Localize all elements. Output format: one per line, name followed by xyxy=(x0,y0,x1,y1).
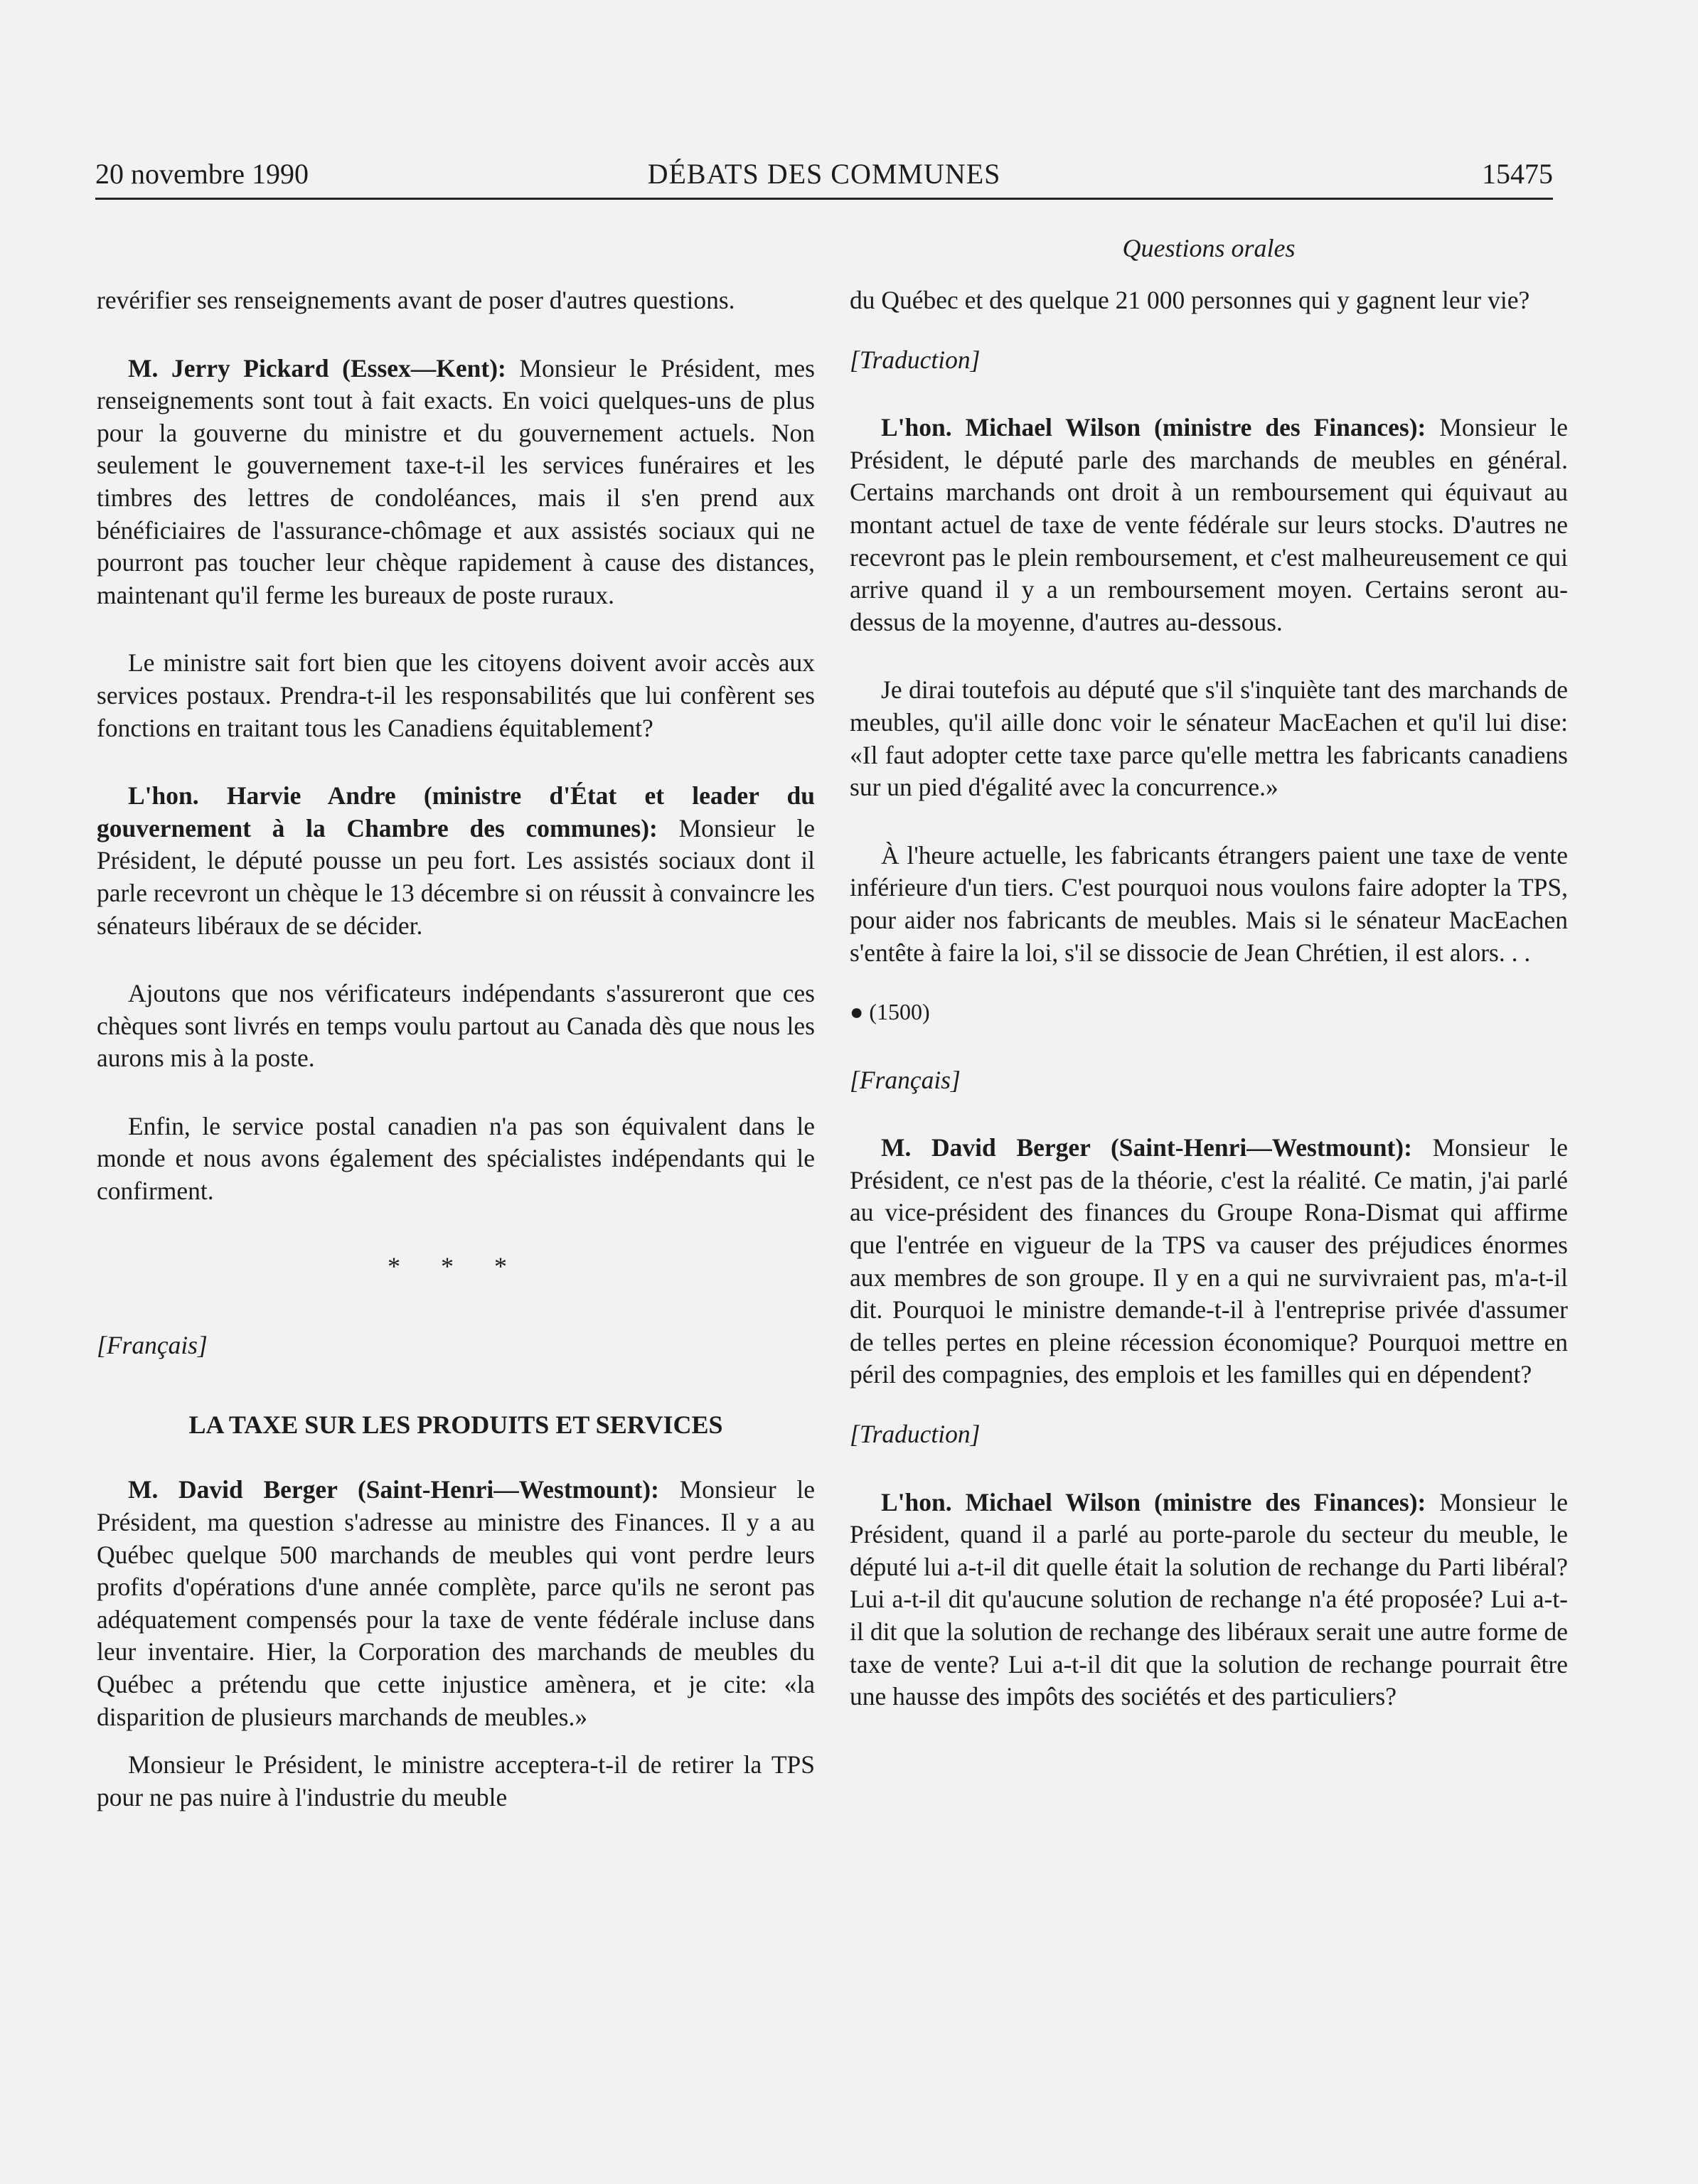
section-separator: * * * xyxy=(388,1251,524,1280)
header-page-number: 15475 xyxy=(1482,158,1553,190)
paragraph xyxy=(97,780,815,942)
paragraph xyxy=(97,1474,815,1733)
speaker-name: L'hon. Michael Wilson (ministre des Finances): xyxy=(881,1487,1426,1516)
paragraph: Enfin, le service postal canadien n'a pas son équivalent dans le monde et nous avons également des spécialistes indépendants qui le confirment. xyxy=(97,1111,815,1206)
language-tag: [Français] xyxy=(850,1065,961,1094)
paragraph: Le ministre sait fort bien que les citoyens doivent avoir accès aux services postaux. Prendra-t-il les responsabilités que lui confèrent ses fonctions en traitant tous les Canadiens équitablement? xyxy=(97,648,815,742)
left-column xyxy=(97,284,815,1814)
paragraph: revérifier ses renseignements avant de poser d'autres questions. xyxy=(97,286,735,314)
speaker-name: M. Jerry Pickard (Essex—Kent): xyxy=(128,353,506,382)
paragraph xyxy=(97,353,815,612)
time-mark: ● (1500) xyxy=(850,999,930,1025)
speaker-name: L'hon. Harvie Andre (ministre d'État et leader du gouvernement à la Chambre des communes): xyxy=(97,781,815,842)
speech-text: Monsieur le Président, ce n'est pas de la théorie, c'est la réalité. Ce matin, j'ai parlé au vice-président des finances du Groupe Rona-Dismat qui affirme que l'entrée en vigueur de la TPS va causer des préjudices énormes aux membres de son groupe. Il y en a qui ne survivraient pas, m'a-t-il dit. Pourquoi le ministre demande-t-il à l'entreprise privée d'assumer de telles pertes en pleine récession économique? Pourquoi mettre en péril des compagnies, des emplois et les familles qui en dépendent? xyxy=(850,1133,1568,1389)
speaker-name: L'hon. Michael Wilson (ministre des Finances): xyxy=(881,413,1426,442)
paragraph: Je dirai toutefois au député que s'il s'inquiète tant des marchands de meubles, qu'il aille donc voir le sénateur MacEachen et qu'il lui dise: «Il faut adopter cette taxe parce qu'elle mettra les fabricants canadiens sur un pied d'égalité avec la concurrence.» xyxy=(850,675,1568,802)
speech-text: Monsieur le Président, quand il a parlé au porte-parole du secteur du meuble, le député lui a-t-il dit quelle était la solution de rechange du Parti libéral? Lui a-t-il dit qu'aucune solution de rechange n'a été proposée? Lui a-t-il dit que la solution de rechange des libéraux serait une autre forme de taxe de vente? Lui a-t-il dit que la solution de rechange pourrait être une hausse des impôts des sociétés et des particuliers? xyxy=(850,1487,1568,1711)
paragraph: À l'heure actuelle, les fabricants étrangers paient une taxe de vente inférieure d'un tiers. C'est pourquoi nous voulons faire adopter la TPS, pour aider nos fabricants de meubles. Mais si le sénateur MacEachen s'entête à faire la loi, s'il se dissocie de Jean Chrétien, il est alors. . . xyxy=(850,840,1568,967)
paragraph: Monsieur le Président, le ministre acceptera-t-il de retirer la TPS pour ne pas nuire à l'industrie du meuble xyxy=(97,1750,815,1811)
speech-text: Monsieur le Président, mes renseignements sont tout à fait exacts. En voici quelques-uns de plus pour la gouverne du ministre et du gouvernement actuels. Non seulement le gouvernement taxe-t-il les services funéraires et les timbres des lettres de condoléances, mais il s'en prend aux bénéficiaires de l'assurance-chômage et aux assistés sociaux qui ne pourront pas toucher leur chèque rapidement à cause des distances, maintenant qu'il ferme les bureaux de poste ruraux. xyxy=(97,353,815,609)
paragraph xyxy=(850,1487,1568,1713)
speaker-name: M. David Berger (Saint-Henri—Westmount): xyxy=(128,1475,659,1504)
speaker-name: M. David Berger (Saint-Henri—Westmount): xyxy=(881,1133,1412,1162)
section-label: Questions orales xyxy=(1122,234,1296,262)
speech-text: Monsieur le Président, ma question s'adresse au ministre des Finances. Il y a au Québec quelque 500 marchands de meubles qui vont perdre leurs profits d'opérations d'une année complète, parce qu'ils ne seront pas adéquatement compensés pour la taxe de vente fédérale incluse dans leur inventaire. Hier, la Corporation des marchands de meubles du Québec a prétendu que cette injustice amènera, et je cite: «la disparition de plusieurs marchands de meubles.» xyxy=(97,1475,815,1731)
paragraph: Ajoutons que nos vérificateurs indépendants s'assureront que ces chèques sont livrés en temps voulu partout au Canada dès que nous les aurons mis à la poste. xyxy=(97,979,815,1073)
right-column xyxy=(850,284,1568,1713)
page-header xyxy=(95,155,1553,200)
paragraph xyxy=(850,412,1568,638)
speech-text: Monsieur le Président, le député parle des marchands de meubles en général. Certains marchands ont droit à un remboursement qui équivaut au montant actuel de taxe de vente fédérale sur leurs stocks. D'autres ne recevront pas le plein remboursement, et c'est malheureusement ce qui arrive quand il y a un remboursement moyen. Certains seront au-dessus de la moyenne, d'autres au-dessous. xyxy=(850,413,1568,636)
paragraph: du Québec et des quelque 21 000 personnes qui y gagnent leur vie? xyxy=(850,286,1530,314)
speech-text: Monsieur le Président, le député pousse un peu fort. Les assistés sociaux dont il parle recevront un chèque le 13 décembre si on réussit à convaincre les sénateurs libéraux de se décider. xyxy=(97,813,815,940)
paragraph xyxy=(850,1132,1568,1391)
language-tag: [Traduction] xyxy=(850,345,981,374)
header-date: 20 novembre 1990 xyxy=(95,158,309,190)
language-tag: [Traduction] xyxy=(850,1420,981,1449)
language-tag: [Français] xyxy=(97,1331,208,1360)
section-heading: LA TAXE SUR LES PRODUITS ET SERVICES xyxy=(188,1410,723,1439)
header-title: DÉBATS DES COMMUNES xyxy=(647,158,1001,190)
